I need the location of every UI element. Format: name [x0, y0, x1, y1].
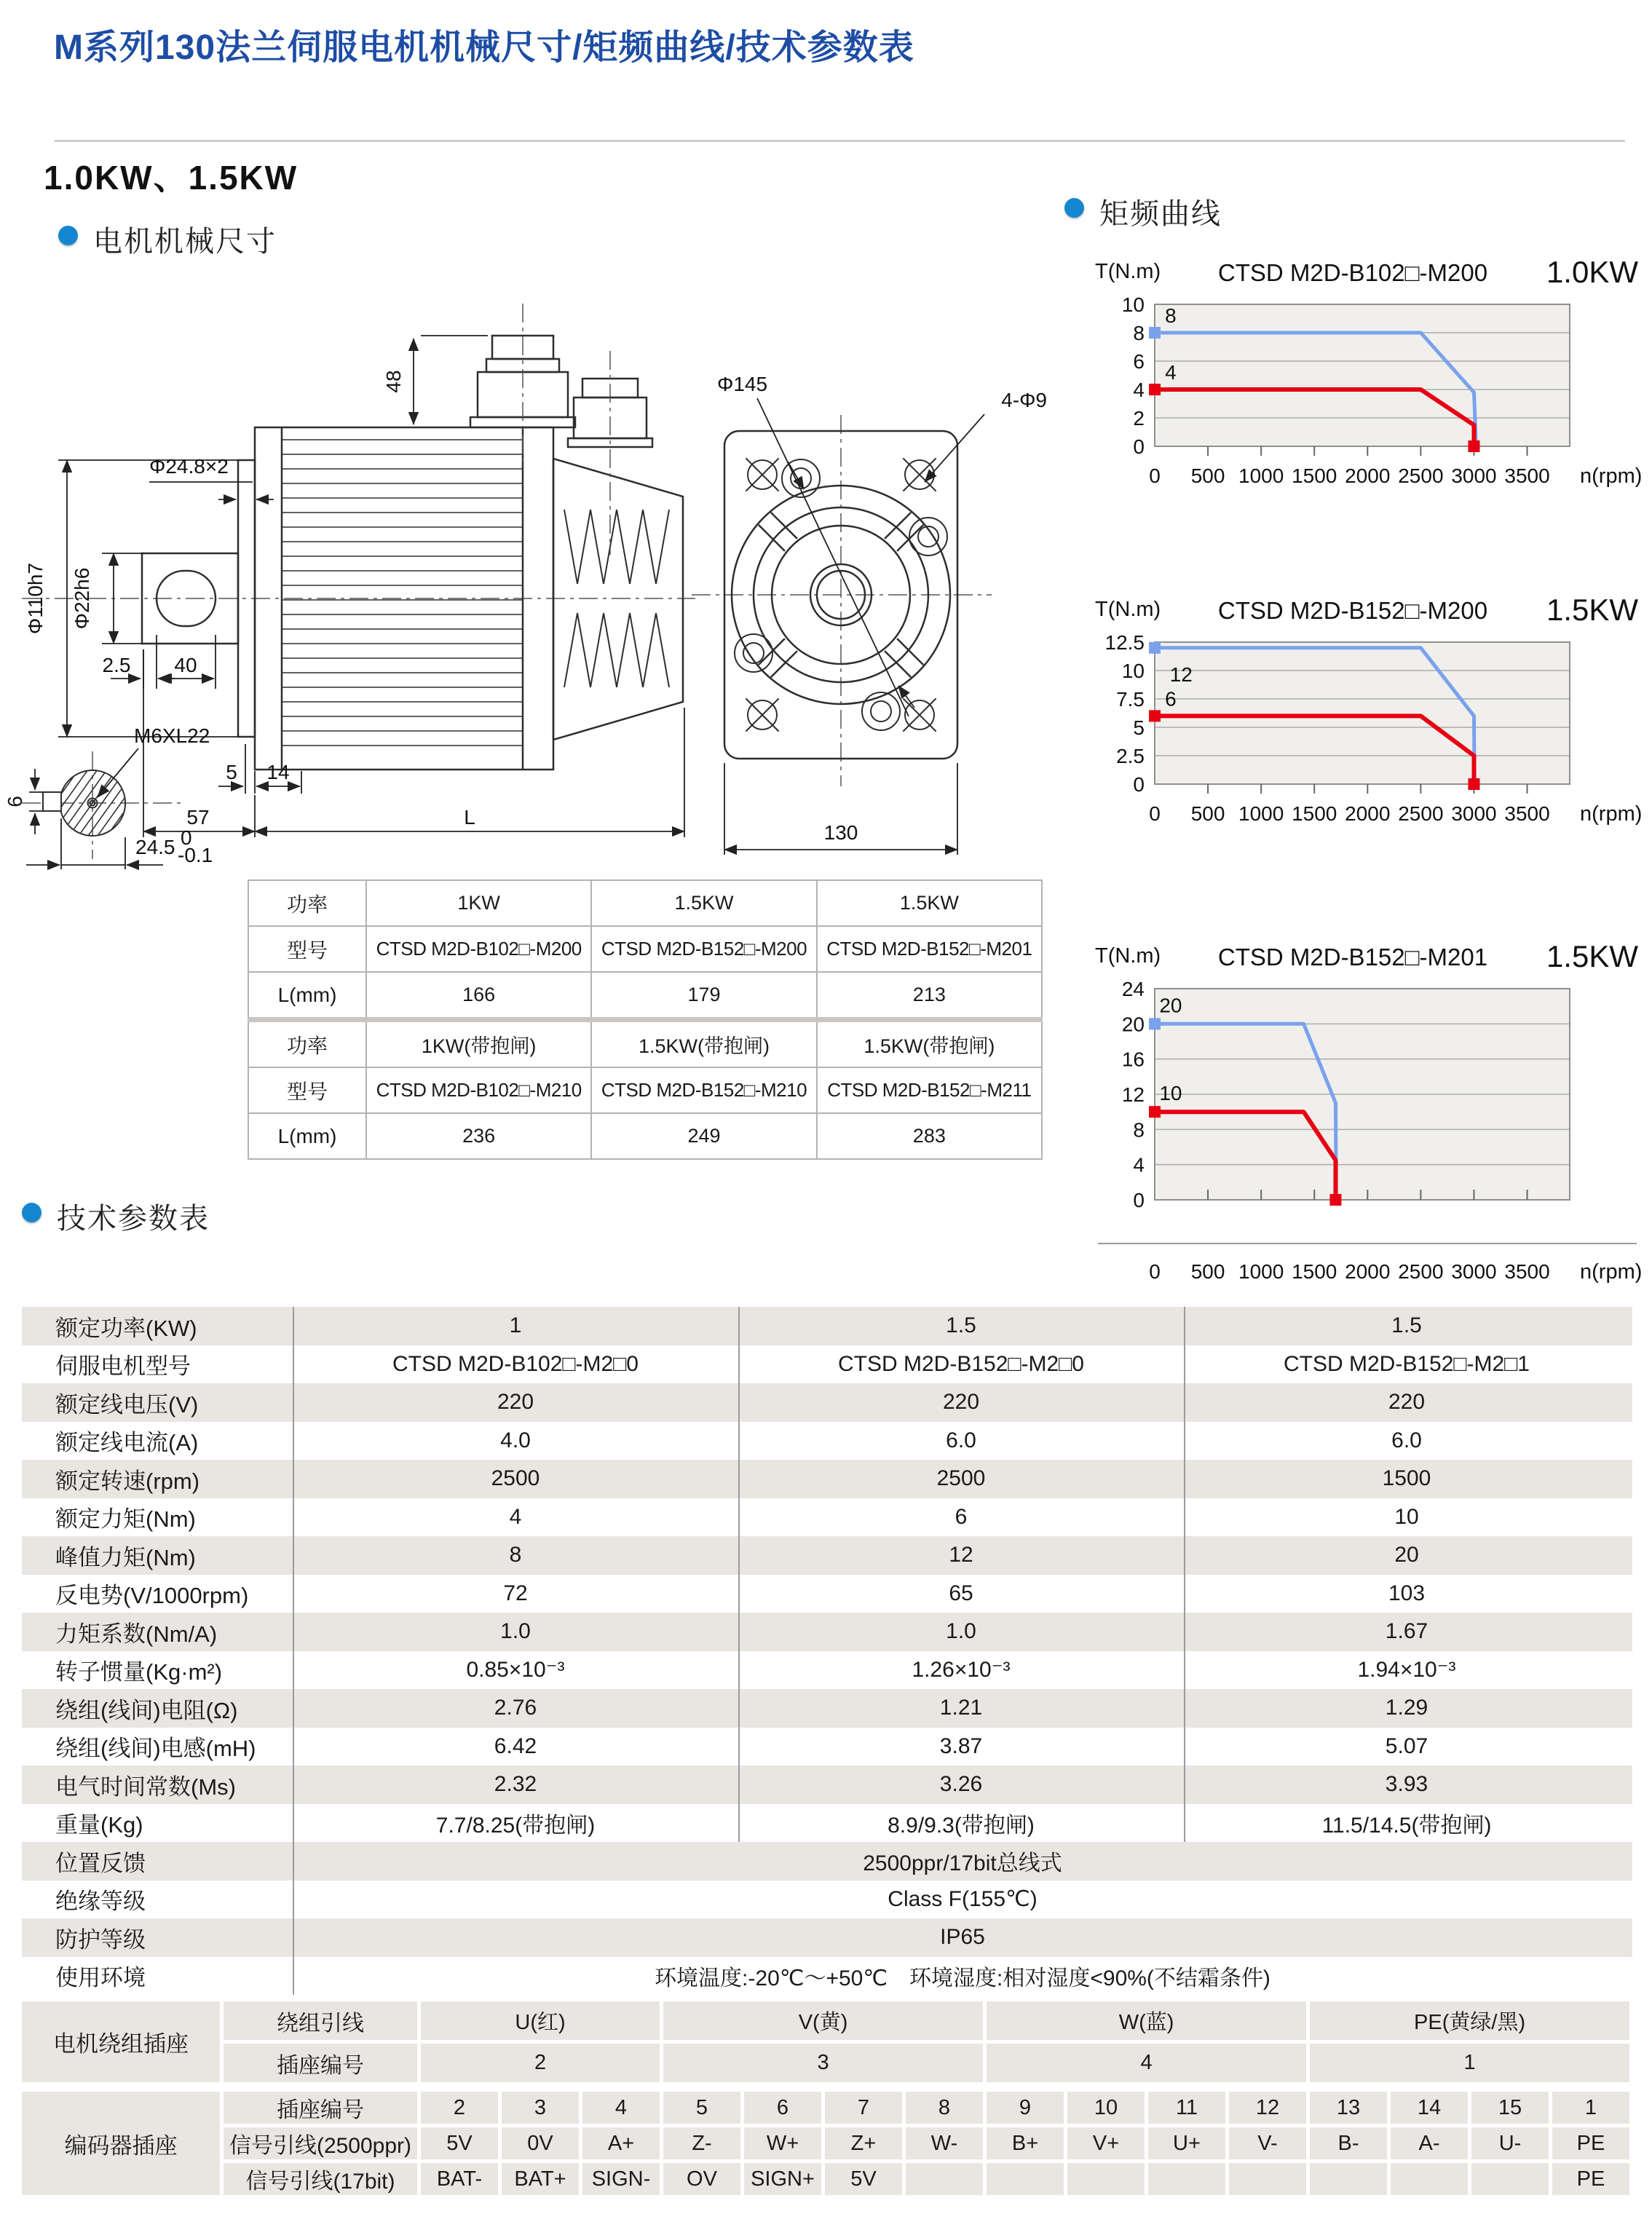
svg-text:0: 0 — [1149, 464, 1161, 487]
param-row — [22, 1536, 1632, 1575]
param-row-label: 峰值力矩(Nm) — [55, 1544, 196, 1570]
param-value: 0.85×10⁻³ — [466, 1658, 565, 1683]
svg-text:0: 0 — [1149, 802, 1161, 825]
winding-cell: PE(黄绿/黑) — [1310, 2001, 1629, 2040]
svg-text:20: 20 — [1121, 1013, 1145, 1036]
encoder-cell: 6 — [744, 2092, 821, 2124]
param-value: 1.67 — [1385, 1619, 1428, 1644]
svg-text:2500: 2500 — [1398, 464, 1444, 487]
param-row-label: 反电势(V/1000rpm) — [55, 1583, 249, 1609]
param-row — [22, 1307, 1632, 1345]
model-cell: 1.5KW(带抱闸) — [591, 1020, 816, 1068]
svg-text:1.5KW: 1.5KW — [1546, 593, 1638, 627]
encoder-cell — [1471, 2163, 1549, 2195]
svg-text:6: 6 — [1133, 350, 1145, 373]
svg-text:3500: 3500 — [1504, 1260, 1550, 1283]
param-value: 65 — [949, 1581, 973, 1605]
model-cell: 213 — [817, 972, 1042, 1020]
param-value: 1.21 — [939, 1696, 983, 1720]
param-row — [22, 1498, 1632, 1537]
encoder-cell: Z+ — [825, 2127, 902, 2159]
encoder-cell — [987, 2163, 1064, 2195]
encoder-cell: Z- — [663, 2127, 740, 2159]
encoder-cell: 15 — [1471, 2092, 1549, 2124]
encoder-cell — [1148, 2163, 1225, 2195]
encoder-cell: SIGN+ — [744, 2163, 821, 2195]
encoder-cell: 13 — [1310, 2092, 1387, 2124]
winding-connector-table — [18, 1998, 1633, 2086]
model-cell: CTSD M2D-B152□-M210 — [591, 1067, 816, 1113]
model-table-row — [248, 926, 1042, 972]
svg-text:T(N.m): T(N.m) — [1095, 598, 1161, 621]
dim-110h7: Φ110h7 — [24, 562, 47, 635]
model-cell: 249 — [591, 1113, 816, 1159]
model-cell: 236 — [366, 1113, 591, 1159]
column-divider — [1184, 1307, 1185, 1842]
encoder-row — [22, 2092, 1629, 2124]
svg-text:2000: 2000 — [1345, 1260, 1391, 1283]
param-row-label: 位置反馈 — [55, 1850, 146, 1876]
encoder-cell: 14 — [1391, 2092, 1468, 2124]
model-cell: CTSD M2D-B102□-M210 — [366, 1067, 591, 1113]
model-table-row — [248, 1113, 1042, 1159]
svg-text:2000: 2000 — [1345, 802, 1391, 825]
encoder-cell: 8 — [906, 2092, 983, 2124]
dim-57: 57 — [186, 806, 210, 829]
param-value: CTSD M2D-B152□-M2□0 — [838, 1351, 1084, 1376]
svg-text:0: 0 — [1133, 773, 1145, 796]
svg-text:3500: 3500 — [1504, 802, 1550, 825]
encoder-cell: 10 — [1067, 2092, 1145, 2124]
svg-text:2500: 2500 — [1398, 802, 1444, 825]
param-value: 6.0 — [946, 1428, 976, 1452]
svg-text:1500: 1500 — [1292, 802, 1337, 825]
svg-text:12: 12 — [1169, 663, 1193, 686]
param-row — [22, 1728, 1632, 1766]
model-cell: 283 — [817, 1113, 1042, 1159]
param-value: 220 — [1388, 1390, 1426, 1415]
model-cell: 1.5KW(带抱闸) — [817, 1020, 1042, 1068]
svg-text:1000: 1000 — [1238, 802, 1284, 825]
param-value: CTSD M2D-B102□-M2□0 — [392, 1351, 639, 1376]
model-cell: 179 — [591, 972, 816, 1020]
param-value: 2.32 — [494, 1772, 537, 1797]
encoder-cell: PE — [1552, 2127, 1629, 2159]
svg-text:0: 0 — [1149, 1260, 1161, 1283]
encoder-cell — [1229, 2163, 1306, 2195]
encoder-cell: 12 — [1229, 2092, 1306, 2124]
param-row — [22, 1613, 1632, 1651]
param-span-value: IP65 — [940, 1925, 985, 1950]
model-cell: CTSD M2D-B102□-M200 — [366, 926, 591, 972]
connector-tables — [18, 1998, 1633, 2199]
svg-text:500: 500 — [1190, 802, 1225, 825]
svg-text:3500: 3500 — [1504, 464, 1550, 487]
model-table-row — [248, 1020, 1042, 1068]
dim-14: 14 — [266, 761, 290, 783]
encoder-cell: 11 — [1148, 2092, 1225, 2124]
svg-text:n(rpm): n(rpm) — [1580, 802, 1643, 826]
model-row-label: L(mm) — [248, 972, 366, 1020]
param-value: 1.5 — [946, 1313, 976, 1338]
svg-text:4: 4 — [1133, 379, 1145, 401]
model-cell: CTSD M2D-B152□-M201 — [817, 926, 1042, 972]
param-row-label: 额定线电压(V) — [55, 1391, 199, 1418]
dim-24-5: 24.5 — [135, 836, 175, 858]
param-value: 1.0 — [946, 1619, 976, 1644]
winding-cell: 2 — [421, 2044, 660, 2082]
encoder-cell: A+ — [582, 2127, 660, 2159]
param-row — [22, 1422, 1632, 1460]
winding-row — [22, 2001, 1629, 2040]
param-value: 1.94×10⁻³ — [1357, 1658, 1456, 1683]
svg-text:3000: 3000 — [1451, 1260, 1497, 1283]
svg-text:2.5: 2.5 — [1116, 745, 1145, 767]
param-row-label: 额定力矩(Nm) — [55, 1506, 196, 1533]
model-row-label: 型号 — [248, 926, 366, 972]
param-value: 2500 — [491, 1466, 540, 1491]
svg-text:10: 10 — [1159, 1082, 1182, 1105]
model-cell: 1KW — [366, 880, 591, 926]
winding-cell: 3 — [663, 2044, 983, 2082]
model-cell: CTSD M2D-B152□-M211 — [817, 1067, 1042, 1113]
model-row-label: 功率 — [248, 1020, 366, 1068]
param-row-label: 转子惯量(Kg·m²) — [55, 1659, 223, 1685]
svg-text:6: 6 — [1165, 687, 1177, 711]
param-row-label: 使用环境 — [55, 1965, 146, 1991]
param-row — [22, 1345, 1632, 1384]
param-row — [22, 1881, 1632, 1919]
svg-text:24: 24 — [1121, 978, 1145, 1000]
param-value: 12 — [949, 1543, 973, 1567]
svg-text:20: 20 — [1159, 994, 1182, 1017]
bullet-icon — [1064, 198, 1084, 218]
side-dimensions — [58, 336, 684, 837]
encoder-cell — [1391, 2163, 1468, 2195]
svg-text:16: 16 — [1121, 1048, 1145, 1071]
param-value: 72 — [503, 1581, 528, 1605]
param-value: 1.5 — [1391, 1313, 1422, 1338]
shaft-end-view — [15, 764, 224, 846]
svg-text:2000: 2000 — [1345, 464, 1391, 487]
svg-text:1.0KW: 1.0KW — [1546, 255, 1638, 289]
encoder-cell: B+ — [987, 2127, 1064, 2159]
param-row-label: 防护等级 — [55, 1926, 146, 1953]
param-row-label: 额定功率(KW) — [55, 1315, 197, 1341]
svg-text:1500: 1500 — [1292, 464, 1337, 487]
encoder-cell: V+ — [1067, 2127, 1145, 2159]
svg-text:1500: 1500 — [1292, 1260, 1337, 1283]
param-value: 5.07 — [1385, 1733, 1428, 1758]
param-row — [22, 1842, 1632, 1881]
param-value: 3.87 — [939, 1733, 983, 1758]
encoder-cell: B- — [1310, 2127, 1387, 2159]
param-row — [22, 1460, 1632, 1498]
column-divider — [738, 1307, 740, 1842]
svg-text:3000: 3000 — [1451, 464, 1497, 487]
param-value: CTSD M2D-B152□-M2□1 — [1284, 1351, 1530, 1376]
svg-text:3000: 3000 — [1451, 802, 1497, 825]
dim-5: 5 — [226, 761, 237, 783]
encoder-group-header: 编码器插座 — [22, 2092, 220, 2195]
svg-text:4: 4 — [1165, 361, 1177, 384]
svg-text:T(N.m): T(N.m) — [1095, 944, 1161, 968]
bullet-icon — [22, 1203, 42, 1222]
svg-text:12: 12 — [1121, 1083, 1145, 1106]
param-row — [22, 1575, 1632, 1613]
page-title: M系列130法兰伺服电机机械尺寸/矩频曲线/技术参数表 — [54, 28, 914, 67]
encoder-cell: 5V — [421, 2127, 498, 2159]
param-value: 2500 — [936, 1466, 986, 1491]
torque-chart-1 — [1054, 253, 1651, 508]
param-value: 2.76 — [494, 1696, 537, 1720]
param-row-label: 伺服电机型号 — [55, 1353, 191, 1380]
model-cell: 1.5KW — [817, 880, 1042, 926]
encoder-cell: 9 — [987, 2092, 1064, 2124]
dim-2-5: 2.5 — [102, 654, 131, 676]
dim-24-8: Φ24.8×2 — [149, 455, 229, 478]
param-row-label: 绕组(线间)电阻(Ω) — [55, 1697, 238, 1723]
param-value: 3.93 — [1385, 1772, 1428, 1797]
motor-side-view — [142, 336, 683, 770]
svg-text:CTSD M2D-B152□-M200: CTSD M2D-B152□-M200 — [1217, 597, 1488, 624]
param-row-label: 额定线电流(A) — [55, 1430, 199, 1456]
svg-text:1000: 1000 — [1238, 1260, 1284, 1283]
encoder-cell: 7 — [825, 2092, 902, 2124]
param-value: 7.7/8.25(带抱闸) — [435, 1813, 596, 1838]
param-row-label: 绕组(线间)电感(mH) — [55, 1736, 256, 1762]
dim-L: L — [464, 806, 475, 829]
svg-text:10: 10 — [1121, 660, 1145, 682]
svg-text:0: 0 — [1133, 1189, 1145, 1211]
param-row-label: 额定转速(rpm) — [55, 1468, 200, 1494]
svg-text:2500: 2500 — [1398, 1260, 1444, 1283]
title-divider — [55, 140, 1625, 142]
param-value: 6.42 — [494, 1733, 537, 1758]
param-value: 220 — [942, 1390, 980, 1415]
technical-parameter-table — [22, 1307, 1632, 1995]
winding-cell: V(黄) — [663, 2001, 983, 2040]
encoder-cell: 5 — [663, 2092, 740, 2124]
param-row — [22, 1651, 1632, 1690]
param-value: 6.0 — [1391, 1428, 1422, 1452]
param-value: 1.26×10⁻³ — [912, 1658, 1011, 1683]
model-table-row — [248, 972, 1042, 1020]
dim-130: 130 — [823, 821, 858, 844]
encoder-cell: W+ — [744, 2127, 821, 2159]
dim-22h6: Φ22h6 — [71, 567, 93, 630]
torque-chart-3 — [1054, 938, 1651, 1305]
param-value: 3.26 — [939, 1772, 983, 1797]
torque-chart-2 — [1054, 591, 1651, 846]
model-cell: 1.5KW — [591, 880, 816, 926]
encoder-row — [22, 2163, 1629, 2195]
winding-cell: 4 — [987, 2044, 1306, 2082]
dim-tol-top: 0 — [181, 826, 192, 849]
param-row — [22, 1766, 1632, 1804]
svg-text:5: 5 — [1133, 716, 1145, 739]
param-row-label: 电气时间常数(Ms) — [55, 1774, 236, 1800]
svg-text:1.5KW: 1.5KW — [1546, 939, 1638, 973]
svg-text:2: 2 — [1133, 407, 1145, 430]
encoder-cell: PE — [1552, 2163, 1629, 2195]
winding-group-header: 电机绕组插座 — [22, 2001, 220, 2082]
param-value: 4.0 — [500, 1428, 531, 1452]
svg-text:500: 500 — [1190, 464, 1225, 487]
model-length-table — [248, 879, 1043, 1160]
dim-6: 6 — [4, 796, 26, 807]
param-span-value: 环境温度:-20℃～+50℃ 环境湿度:相对湿度<90%(不结霜条件) — [655, 1966, 1270, 1990]
encoder-cell: 3 — [502, 2092, 579, 2124]
encoder-cell: U+ — [1148, 2127, 1225, 2159]
svg-text:0: 0 — [1133, 435, 1145, 458]
param-value: 8 — [509, 1543, 522, 1567]
dim-4-phi9: 4-Φ9 — [1001, 389, 1047, 411]
param-value: 1500 — [1382, 1466, 1431, 1491]
param-value: 103 — [1388, 1581, 1426, 1605]
param-value: 1 — [509, 1313, 522, 1338]
param-value: 8.9/9.3(带抱闸) — [888, 1813, 1035, 1838]
winding-row — [22, 2044, 1629, 2082]
dim-tol-bot: -0.1 — [178, 844, 213, 866]
svg-text:500: 500 — [1190, 1260, 1225, 1283]
param-value: 20 — [1394, 1543, 1419, 1567]
svg-text:7.5: 7.5 — [1116, 688, 1145, 711]
param-value: 11.5/14.5(带抱闸) — [1321, 1813, 1492, 1838]
param-value: 6 — [955, 1504, 968, 1529]
winding-row-label: 绕组引线 — [224, 2001, 417, 2040]
svg-text:CTSD M2D-B102□-M200: CTSD M2D-B102□-M200 — [1217, 259, 1488, 286]
model-cell: 1KW(带抱闸) — [366, 1020, 591, 1068]
power-subtitle: 1.0KW、1.5KW — [44, 159, 299, 197]
param-row — [22, 1957, 1632, 1996]
encoder-cell — [1310, 2163, 1387, 2195]
section-mech-title: 电机机械尺寸 — [93, 226, 277, 258]
svg-text:8: 8 — [1133, 322, 1145, 344]
model-row-label: 功率 — [248, 880, 366, 926]
dim-145: Φ145 — [717, 373, 768, 395]
param-row-label: 绝缘等级 — [55, 1889, 146, 1915]
svg-text:12.5: 12.5 — [1104, 631, 1145, 654]
encoder-row-label: 信号引线(17bit) — [224, 2163, 417, 2195]
encoder-cell: BAT+ — [502, 2163, 579, 2195]
label-m6: M6XL22 — [134, 724, 210, 747]
svg-text:10: 10 — [1121, 293, 1145, 316]
encoder-row — [22, 2127, 1629, 2159]
model-row-label: L(mm) — [248, 1113, 366, 1159]
dim-48: 48 — [382, 370, 405, 393]
svg-text:CTSD M2D-B152□-M201: CTSD M2D-B152□-M201 — [1217, 944, 1488, 970]
encoder-cell: 1 — [1552, 2092, 1629, 2124]
encoder-row-label: 信号引线(2500ppr) — [224, 2127, 417, 2159]
encoder-cell: BAT- — [421, 2163, 498, 2195]
winding-cell: W(蓝) — [987, 2001, 1306, 2040]
winding-cell: 1 — [1310, 2044, 1629, 2082]
winding-cell: U(红) — [421, 2001, 660, 2040]
encoder-cell: 4 — [582, 2092, 660, 2124]
winding-row-label: 插座编号 — [224, 2044, 417, 2082]
encoder-cell: U- — [1471, 2127, 1549, 2159]
dim-40: 40 — [174, 654, 197, 676]
svg-text:n(rpm): n(rpm) — [1580, 1260, 1643, 1284]
encoder-cell: SIGN- — [582, 2163, 660, 2195]
model-row-label: 型号 — [248, 1067, 366, 1113]
param-span-value: Class F(155℃) — [888, 1887, 1038, 1912]
encoder-cell: 5V — [825, 2163, 902, 2195]
model-cell: CTSD M2D-B152□-M200 — [591, 926, 816, 972]
param-row — [22, 1689, 1632, 1728]
encoder-cell: 0V — [502, 2127, 579, 2159]
section-params-title: 技术参数表 — [57, 1203, 210, 1235]
svg-text:n(rpm): n(rpm) — [1580, 464, 1643, 488]
param-value: 10 — [1394, 1504, 1419, 1529]
svg-text:8: 8 — [1165, 304, 1177, 327]
param-span-value: 2500ppr/17bit总线式 — [863, 1851, 1062, 1876]
encoder-cell: V- — [1229, 2127, 1306, 2159]
encoder-cell: A- — [1391, 2127, 1468, 2159]
param-row-label: 重量(Kg) — [55, 1812, 143, 1838]
param-row-label: 力矩系数(Nm/A) — [55, 1621, 218, 1647]
encoder-cell: OV — [663, 2163, 740, 2195]
param-value: 1.29 — [1385, 1696, 1428, 1720]
encoder-cell — [1067, 2163, 1145, 2195]
encoder-row-label: 插座编号 — [224, 2092, 417, 2124]
model-table-row — [248, 880, 1042, 926]
param-value: 1.0 — [500, 1619, 531, 1644]
param-row — [22, 1918, 1632, 1957]
encoder-cell: W- — [906, 2127, 983, 2159]
svg-text:T(N.m): T(N.m) — [1095, 260, 1161, 283]
section-curves-title: 矩频曲线 — [1099, 198, 1222, 230]
model-table-row — [248, 1067, 1042, 1113]
svg-text:4: 4 — [1133, 1153, 1145, 1177]
param-value: 220 — [497, 1390, 534, 1415]
column-divider — [293, 1307, 294, 1995]
encoder-cell — [906, 2163, 983, 2195]
param-value: 4 — [509, 1504, 522, 1529]
svg-text:1000: 1000 — [1238, 464, 1284, 487]
model-cell: 166 — [366, 972, 591, 1020]
encoder-cell: 2 — [421, 2092, 498, 2124]
param-row — [22, 1804, 1632, 1843]
encoder-connector-table — [18, 2088, 1633, 2199]
param-row — [22, 1383, 1632, 1422]
svg-text:8: 8 — [1133, 1118, 1145, 1142]
